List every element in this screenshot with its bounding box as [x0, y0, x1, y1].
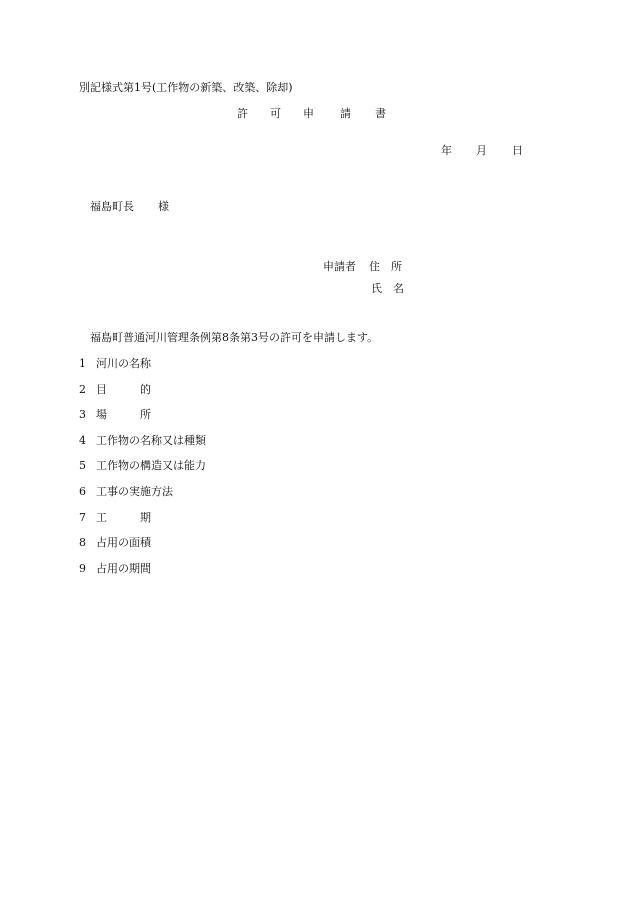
item-number: 1	[79, 357, 86, 370]
applicant-name-row	[371, 282, 404, 296]
applicant-address-label: 住 所	[369, 260, 402, 273]
item-label: 河川の名称	[96, 357, 151, 370]
addressee	[90, 200, 169, 214]
form-label: 別記様式第1号(工作物の新築、改築、除却)	[79, 81, 293, 94]
item-number: 5	[79, 459, 86, 473]
item-label: 占用の期間	[96, 561, 151, 575]
list-item	[79, 357, 206, 383]
application-statement: 福島町普通河川管理条例第8条第3号の許可を申請します。	[90, 331, 379, 344]
list-item	[79, 459, 206, 485]
item-label: 工事の実施方法	[96, 484, 173, 498]
item-label: 工作物の構造又は能力	[96, 459, 206, 473]
applicant-label: 申請者	[323, 260, 356, 273]
addressee-honorific: 様	[158, 200, 169, 213]
title-char: 書	[375, 107, 387, 120]
date-line	[441, 144, 523, 158]
list-item	[79, 511, 206, 537]
title-char: 許	[237, 107, 249, 120]
list-item	[79, 383, 206, 409]
applicant-name-label: 氏 名	[371, 282, 404, 295]
item-label: 工作物の名称又は種類	[96, 433, 206, 447]
title-char: 請	[340, 107, 352, 120]
title-char: 可	[270, 107, 282, 120]
document-title	[237, 107, 387, 121]
item-list	[79, 357, 206, 587]
date-day-label: 日	[512, 144, 523, 157]
list-item	[79, 536, 206, 562]
title-char: 申	[303, 107, 315, 120]
item-number: 2	[79, 382, 86, 396]
item-label: 場 所	[96, 408, 151, 422]
item-number: 7	[79, 510, 86, 524]
item-number: 6	[79, 484, 86, 498]
item-number: 4	[79, 433, 86, 447]
date-month-label: 月	[476, 144, 487, 157]
list-item	[79, 485, 206, 511]
item-label: 占用の面積	[96, 536, 151, 550]
item-number: 9	[79, 561, 86, 575]
list-item	[79, 408, 206, 434]
addressee-name: 福島町長	[90, 200, 134, 213]
item-number: 3	[79, 408, 86, 422]
date-year-label: 年	[441, 144, 452, 157]
list-item	[79, 562, 206, 588]
item-label: 工 期	[96, 510, 151, 524]
item-label: 目 的	[96, 382, 151, 396]
list-item	[79, 434, 206, 460]
applicant-address-row	[323, 260, 402, 274]
item-number: 8	[79, 536, 86, 550]
